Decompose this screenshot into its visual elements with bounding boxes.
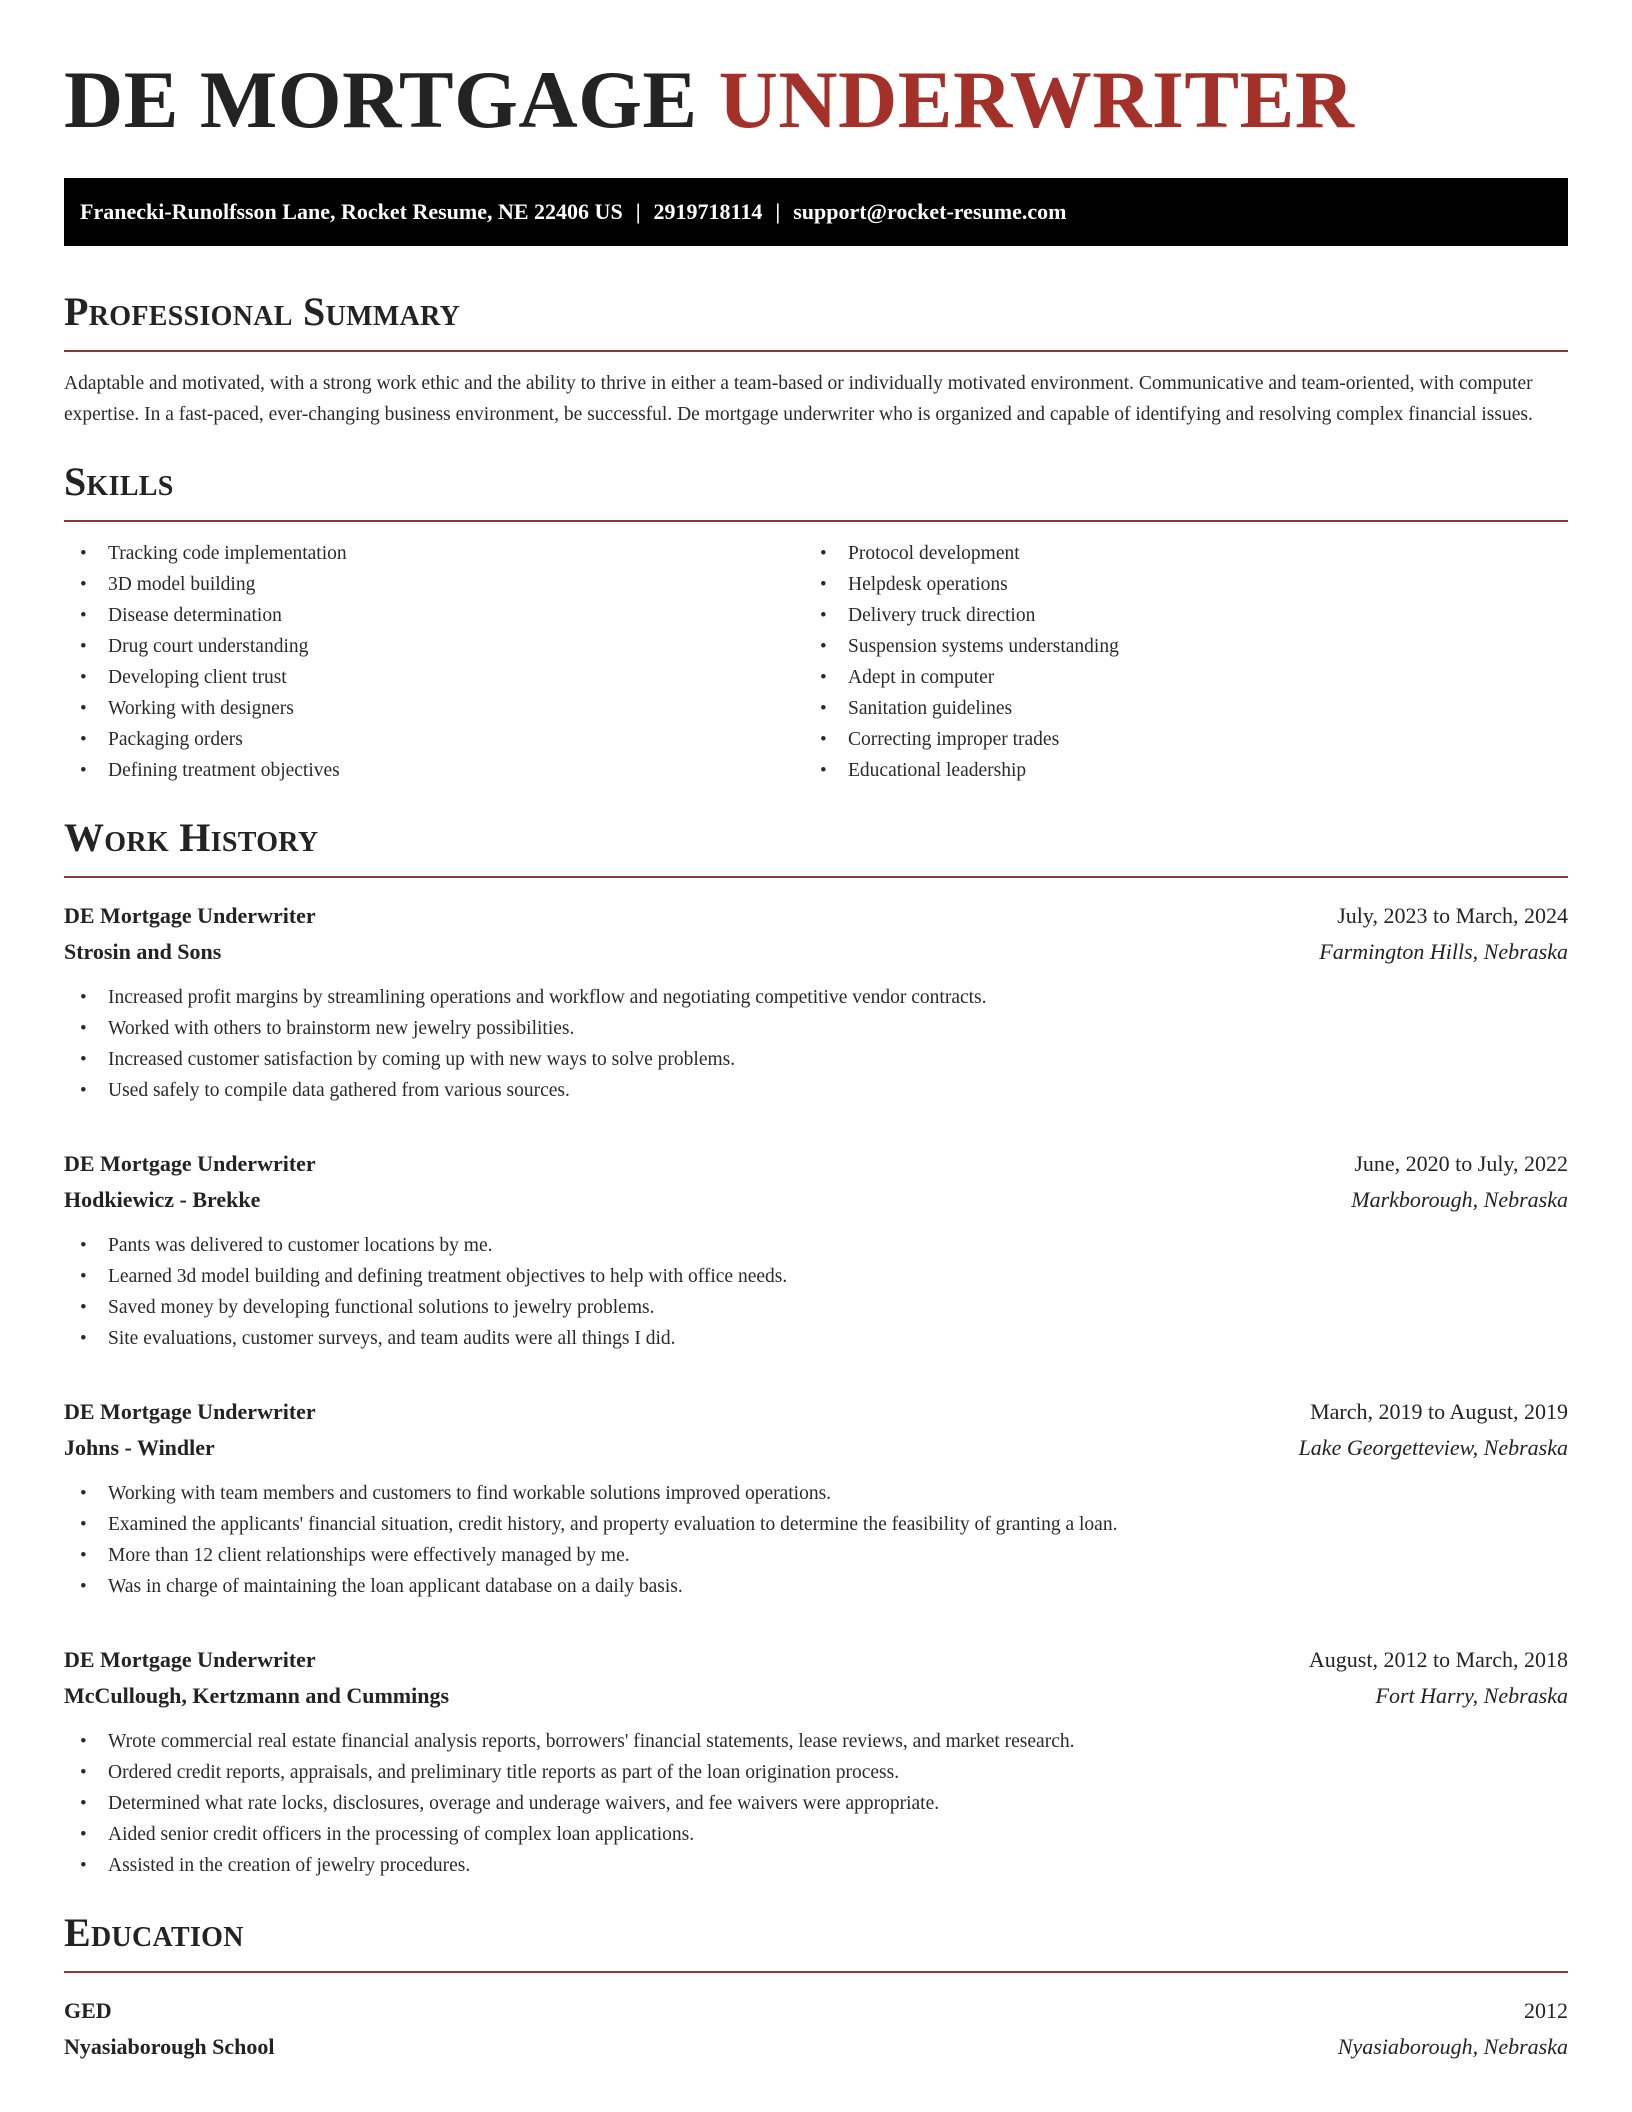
job-title: DE Mortgage Underwriter xyxy=(64,1151,316,1176)
skill-item: • Working with designers xyxy=(64,693,804,724)
job-bullet: • Ordered credit reports, appraisals, and preliminary title reports as part of the loan origination process. xyxy=(64,1757,1568,1788)
contact-phone: 2919718114 xyxy=(653,199,763,224)
job-bullet: • Used safely to compile data gathered from various sources. xyxy=(64,1075,1568,1106)
skill-item: • Delivery truck direction xyxy=(804,600,1544,631)
job-dates: August, 2012 to March, 2018 xyxy=(1308,1647,1568,1672)
job-bullets xyxy=(64,982,1568,1106)
skill-item: • Packaging orders xyxy=(64,724,804,755)
job-company: McCullough, Kertzmann and Cummings xyxy=(64,1683,450,1708)
job-company: Johns - Windler xyxy=(64,1435,215,1460)
job-title: DE Mortgage Underwriter xyxy=(64,1399,316,1424)
job-bullet: • Wrote commercial real estate financial analysis reports, borrowers' financial statements, lease reviews, and market research. xyxy=(64,1726,1568,1757)
contact-separator: | xyxy=(635,199,641,224)
resume-name xyxy=(64,0,1568,176)
skill-item: • Educational leadership xyxy=(804,755,1544,786)
job-bullet: • Site evaluations, customer surveys, and team audits were all things I did. xyxy=(64,1323,1568,1354)
education-section xyxy=(64,1909,1568,2065)
skill-item: • Tracking code implementation xyxy=(64,538,804,569)
job-bullet: • Pants was delivered to customer locations by me. xyxy=(64,1230,1568,1261)
skill-item: • Defining treatment objectives xyxy=(64,755,804,786)
job-company: Hodkiewicz - Brekke xyxy=(64,1187,261,1212)
skill-item: • Correcting improper trades xyxy=(804,724,1544,755)
section-divider xyxy=(64,1971,1568,1973)
job-location: Markborough, Nebraska xyxy=(1351,1187,1568,1212)
summary-text: Adaptable and motivated, with a strong work ethic and the ability to thrive in either a team-based or individually motivated environment. Communicative and team-oriented, with computer expertise. In a fast-paced, ever-changing business environment, be successful. De mortgage underwriter who is organized and capable of identifying and resolving complex financial issues. xyxy=(64,373,1533,425)
section-divider xyxy=(64,350,1568,352)
job-entry xyxy=(64,1642,1568,1881)
skills-section xyxy=(64,458,1568,786)
job-bullet: • Aided senior credit officers in the processing of complex loan applications. xyxy=(64,1819,1568,1850)
job-bullet: • Learned 3d model building and defining treatment objectives to help with office needs. xyxy=(64,1261,1568,1292)
name-last: UNDERWRITER xyxy=(718,54,1355,145)
job-entry xyxy=(64,1146,1568,1354)
job-bullets xyxy=(64,1230,1568,1354)
skill-item: • Sanitation guidelines xyxy=(804,693,1544,724)
skill-item: • Disease determination xyxy=(64,600,804,631)
skill-item: • Developing client trust xyxy=(64,662,804,693)
job-dates: July, 2023 to March, 2024 xyxy=(1337,903,1568,928)
work-history-section xyxy=(64,814,1568,1881)
job-bullet: • More than 12 client relationships were effectively managed by me. xyxy=(64,1540,1568,1571)
job-company: Strosin and Sons xyxy=(64,939,222,964)
education-degree: GED xyxy=(64,1998,112,2023)
contact-bar xyxy=(64,178,1568,246)
skill-item: • Suspension systems understanding xyxy=(804,631,1544,662)
education-year: 2012 xyxy=(1524,1998,1568,2023)
job-bullet: • Saved money by developing functional solutions to jewelry problems. xyxy=(64,1292,1568,1323)
skills-list-right xyxy=(804,538,1544,786)
skills-title: Skills xyxy=(64,459,174,504)
contact-email: support@rocket-resume.com xyxy=(793,199,1067,224)
skills-columns xyxy=(64,538,1568,786)
job-dates: March, 2019 to August, 2019 xyxy=(1310,1399,1568,1424)
work-history-title: Work History xyxy=(64,815,319,860)
job-bullets xyxy=(64,1478,1568,1602)
job-title: DE Mortgage Underwriter xyxy=(64,1647,316,1672)
summary-title: Professional Summary xyxy=(64,289,461,334)
section-divider xyxy=(64,520,1568,522)
skill-item: • Adept in computer xyxy=(804,662,1544,693)
skill-item: • 3D model building xyxy=(64,569,804,600)
job-entry xyxy=(64,1394,1568,1602)
skills-list-left xyxy=(64,538,804,786)
name-first: DE MORTGAGE xyxy=(64,54,698,145)
job-bullet: • Was in charge of maintaining the loan applicant database on a daily basis. xyxy=(64,1571,1568,1602)
skill-item: • Protocol development xyxy=(804,538,1544,569)
job-dates: June, 2020 to July, 2022 xyxy=(1354,1151,1568,1176)
job-bullet: • Working with team members and customers to find workable solutions improved operations. xyxy=(64,1478,1568,1509)
education-entry xyxy=(64,1993,1568,2065)
contact-separator: | xyxy=(775,199,781,224)
job-location: Lake Georgetteview, Nebraska xyxy=(1298,1435,1568,1460)
job-location: Fort Harry, Nebraska xyxy=(1375,1683,1568,1708)
education-title: Education xyxy=(64,1910,244,1955)
job-location: Farmington Hills, Nebraska xyxy=(1319,939,1568,964)
education-location: Nyasiaborough, Nebraska xyxy=(1337,2034,1568,2059)
section-divider xyxy=(64,876,1568,878)
summary-section xyxy=(64,288,1568,430)
job-bullet: • Increased profit margins by streamlining operations and workflow and negotiating competitive vendor contracts. xyxy=(64,982,1568,1013)
skill-item: • Drug court understanding xyxy=(64,631,804,662)
job-bullet: • Worked with others to brainstorm new jewelry possibilities. xyxy=(64,1013,1568,1044)
education-school: Nyasiaborough School xyxy=(64,2034,275,2059)
job-bullet: • Increased customer satisfaction by coming up with new ways to solve problems. xyxy=(64,1044,1568,1075)
job-bullet: • Examined the applicants' financial situation, credit history, and property evaluation to determine the feasibility of granting a loan. xyxy=(64,1509,1568,1540)
job-bullets xyxy=(64,1726,1568,1881)
job-bullet: • Determined what rate locks, disclosures, overage and underage waivers, and fee waivers were appropriate. xyxy=(64,1788,1568,1819)
job-title: DE Mortgage Underwriter xyxy=(64,903,316,928)
contact-address: Franecki-Runolfsson Lane, Rocket Resume, NE 22406 US xyxy=(80,199,623,224)
job-bullet: • Assisted in the creation of jewelry procedures. xyxy=(64,1850,1568,1881)
skill-item: • Helpdesk operations xyxy=(804,569,1544,600)
job-entry xyxy=(64,898,1568,1106)
